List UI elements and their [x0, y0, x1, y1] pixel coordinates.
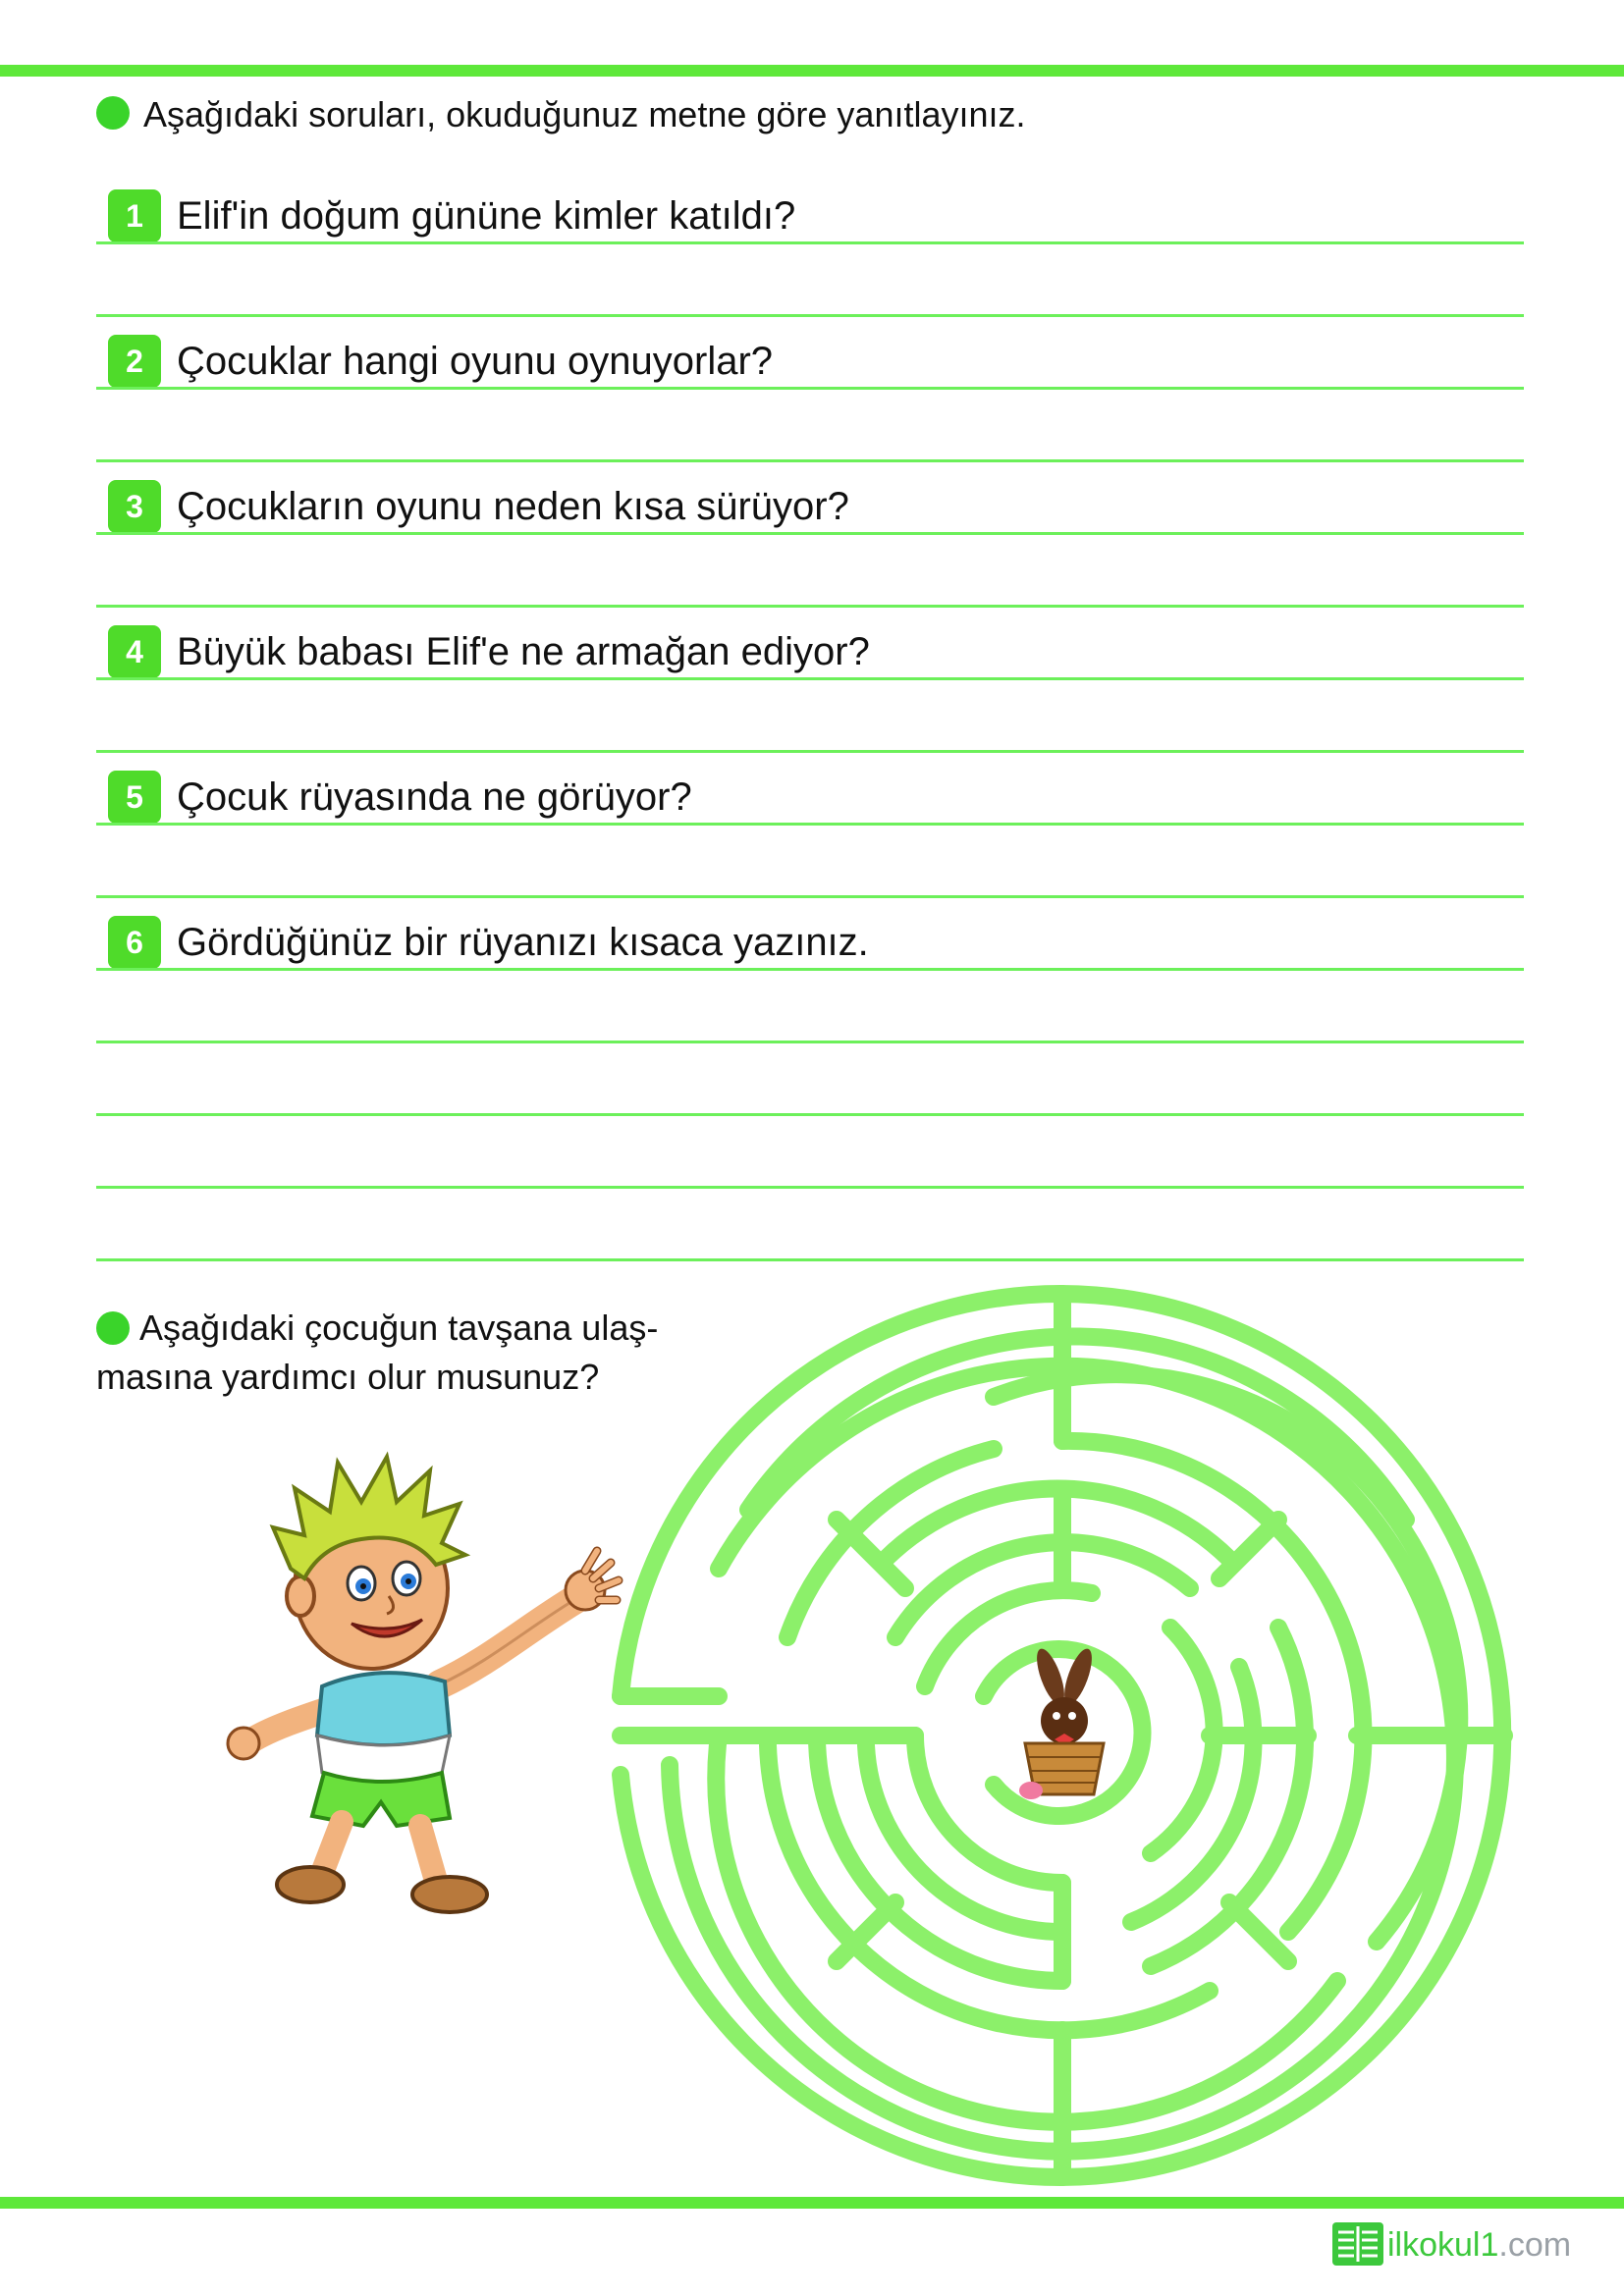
answer-line	[96, 895, 1524, 898]
answer-line	[96, 968, 1524, 971]
question-5-text: Çocuk rüyasında ne görüyor?	[177, 775, 692, 819]
question-3-text: Çocukların oyunu neden kısa sürüyor?	[177, 485, 849, 528]
answer-line	[96, 314, 1524, 317]
section2-instruction-line2: masına yardımcı olur musunuz?	[96, 1357, 600, 1397]
answer-line	[96, 605, 1524, 608]
bunny-basket-icon	[1019, 1645, 1104, 1799]
question-2-text: Çocuklar hangi oyunu oynuyorlar?	[177, 340, 774, 383]
answer-line	[96, 1258, 1524, 1261]
answer-line	[96, 677, 1524, 680]
question-2-number: 2	[108, 335, 161, 388]
answer-line	[96, 1113, 1524, 1116]
question-5-number: 5	[108, 771, 161, 824]
logo-domain: .com	[1498, 2226, 1572, 2264]
answer-line	[96, 1041, 1524, 1043]
bullet-icon	[96, 96, 130, 130]
answer-line	[96, 241, 1524, 244]
top-rule	[0, 65, 1624, 77]
question-3-number: 3	[108, 480, 161, 533]
question-6-number: 6	[108, 916, 161, 969]
boy-illustration-icon	[214, 1441, 626, 1932]
answer-line	[96, 1186, 1524, 1189]
logo-name: ilkokul1	[1387, 2226, 1499, 2264]
question-4-number: 4	[108, 625, 161, 678]
answer-line	[96, 387, 1524, 390]
bullet-icon	[96, 1311, 130, 1345]
question-4-text: Büyük babası Elif'e ne armağan ediyor?	[177, 630, 870, 673]
section2-instruction-line1: Aşağıdaki çocuğun tavşana ulaş-	[139, 1308, 659, 1348]
answer-line	[96, 532, 1524, 535]
question-6-text: Gördüğünüz bir rüyanızı kısaca yazınız.	[177, 921, 869, 964]
bottom-rule	[0, 2197, 1624, 2209]
site-logo-text	[1387, 2220, 1571, 2269]
maze-icon	[601, 1274, 1524, 2197]
question-1-text: Elif'in doğum gününe kimler katıldı?	[177, 194, 796, 238]
question-1-number: 1	[108, 189, 161, 242]
answer-line	[96, 750, 1524, 753]
section1-instruction: Aşağıdaki soruları, okuduğunuz metne göre yanıtlayınız.	[143, 94, 1026, 134]
answer-line	[96, 459, 1524, 462]
answer-line	[96, 823, 1524, 826]
